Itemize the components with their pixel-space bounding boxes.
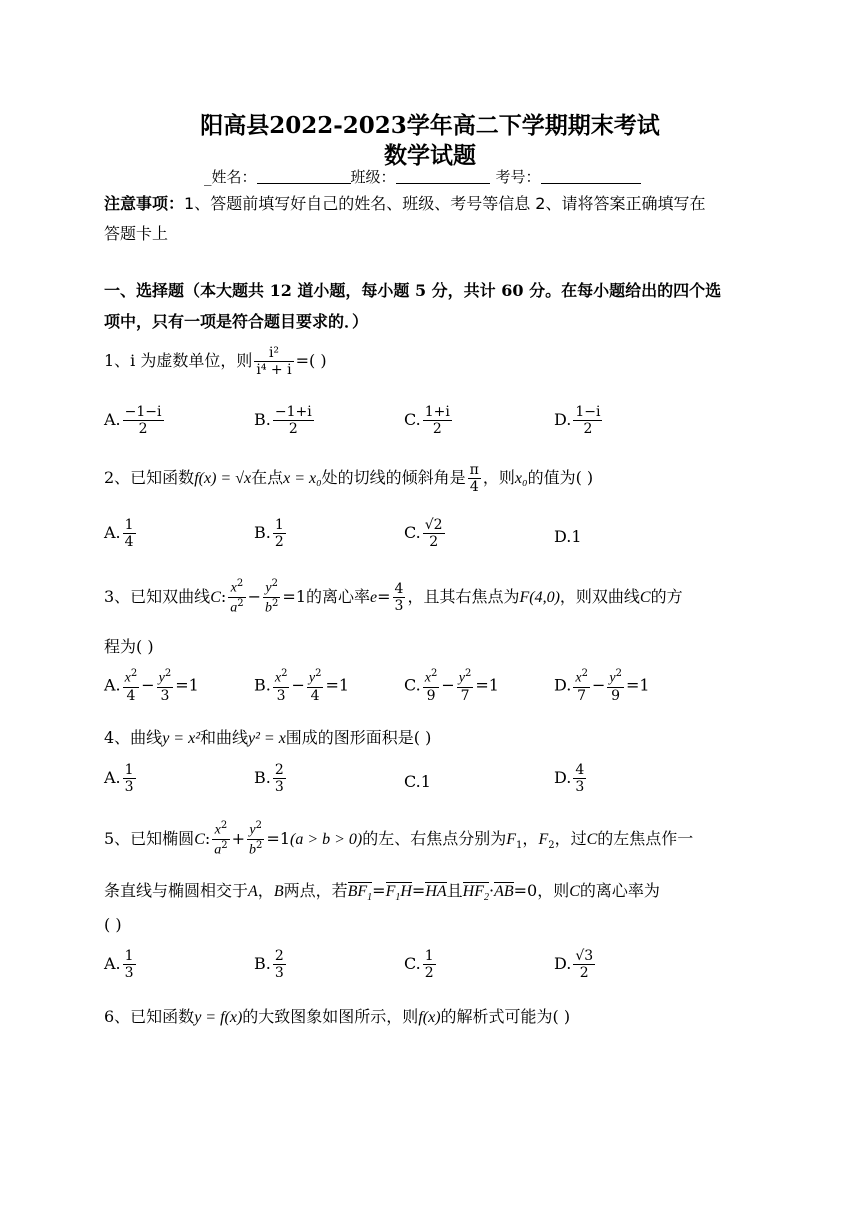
question-4-stem: 4、曲线y = x²和曲线y² = x围成的图形面积是( ) (104, 728, 432, 747)
section-heading-line-2: 项中，只有一项是符合题目要求的．） (104, 312, 369, 331)
q1-option-a[interactable]: A. $\frac{-1-i}{2}$ (104, 404, 162, 438)
q2-option-d[interactable]: D.1 (554, 527, 582, 546)
q5-option-d[interactable]: D. $\frac{√3}{2}$ (554, 948, 594, 982)
question-3-line-2: 程为( ) (104, 637, 154, 656)
q1-option-c[interactable]: C. $\frac{1+i}{2}$ (404, 404, 450, 438)
notice-text: 1、答题前填写好自己的姓名、班级、考号等信息 2、请将答案正确填写在 (184, 194, 706, 213)
question-5-stem: 5、已知椭圆C: $\frac{x^2}{a^2}$ + $\frac{y^2}{b^2}$ =1(a > b > 0)的左、右焦点分别为$F_1$，$F_2$，过C的左焦点作一 (104, 820, 694, 858)
notice-line-1 (104, 191, 705, 214)
question-5-line-2: 条直线与椭圆相交于A，B两点，若$BF_1=F_1H=HA$且$HF_2\cdot AB=0$，则C的离心率为 (104, 881, 660, 904)
notice-line-2: 答题卡上 (104, 224, 169, 243)
question-6-stem: 6、已知函数y = f(x)的大致图象如图所示，则f(x)的解析式可能为( ) (104, 1007, 571, 1026)
q4-option-b[interactable]: B. $\frac{2}{3}$ (254, 762, 284, 796)
q4-option-d[interactable]: D. $\frac{4}{3}$ (554, 762, 585, 796)
q4-option-c[interactable]: C.1 (404, 772, 431, 791)
q5-option-c[interactable]: C. $\frac{1}{2}$ (404, 948, 434, 982)
q2-option-b[interactable]: B. $\frac{1}{2}$ (254, 517, 284, 551)
number-label: 考号： (495, 168, 541, 186)
q5-option-b[interactable]: B. $\frac{2}{3}$ (254, 948, 284, 982)
q1-option-d[interactable]: D. $\frac{1-i}{2}$ (554, 404, 601, 438)
section-heading-line-1: 一、选择题（本大题共 12 道小题，每小题 5 分，共计 60 分。在每小题给出的四个选 (104, 281, 722, 300)
q3-option-d[interactable]: D. $\frac{x^2}{7}$ − $\frac{y^2}{9}$ =1 (554, 668, 650, 704)
q4-option-a[interactable]: A. $\frac{1}{3}$ (104, 762, 134, 796)
question-3-stem: 3、已知双曲线C: $\frac{x^2}{a^2}$ − $\frac{y^2}{b^2}$ =1的离心率e= $\frac{4}{3}$ ，且其右焦点为F(4,0)，则双曲线C的方 (104, 578, 683, 616)
q2-option-c[interactable]: C. $\frac{√2}{2}$ (404, 517, 443, 551)
question-2-stem: 2、已知函数f(x) = √x在点x = x₀处的切线的倾斜角是 $\frac{\pi}{4}$ ，则x₀的值为( ) (104, 462, 594, 496)
question-5-line-3: ( ) (104, 915, 122, 934)
q3-option-b[interactable]: B. $\frac{x^2}{3}$ − $\frac{y^2}{4}$ =1 (254, 668, 350, 704)
q1-option-b[interactable]: B. $\frac{-1+i}{2}$ (254, 404, 312, 438)
student-info-line (204, 166, 641, 187)
q3-option-c[interactable]: C. $\frac{x^2}{9}$ − $\frac{y^2}{7}$ =1 (404, 668, 499, 704)
class-blank[interactable] (396, 169, 490, 184)
q2-option-a[interactable]: A. $\frac{1}{4}$ (104, 517, 134, 551)
class-label: 班级： (350, 168, 396, 186)
q1-fraction: $\frac{\text{i²}}{\text{i⁴ + i}}$ (256, 345, 292, 379)
exam-subtitle: 数学试题 (384, 142, 476, 169)
q5-option-a[interactable]: A. $\frac{1}{3}$ (104, 948, 134, 982)
name-label: _姓名： (204, 168, 257, 186)
number-blank[interactable] (541, 169, 641, 184)
exam-title: 阳高县2022-2023学年高二下学期期末考试 (200, 112, 660, 139)
name-blank[interactable] (257, 169, 351, 184)
q3-option-a[interactable]: A. $\frac{x^2}{4}$ − $\frac{y^2}{3}$ =1 (104, 668, 199, 704)
question-1-stem: 1、i 为虚数单位，则 $\frac{\text{i²}}{\text{i⁴ + i}}$ =( ) (104, 345, 327, 379)
notice-label: 注意事项： (104, 194, 185, 213)
